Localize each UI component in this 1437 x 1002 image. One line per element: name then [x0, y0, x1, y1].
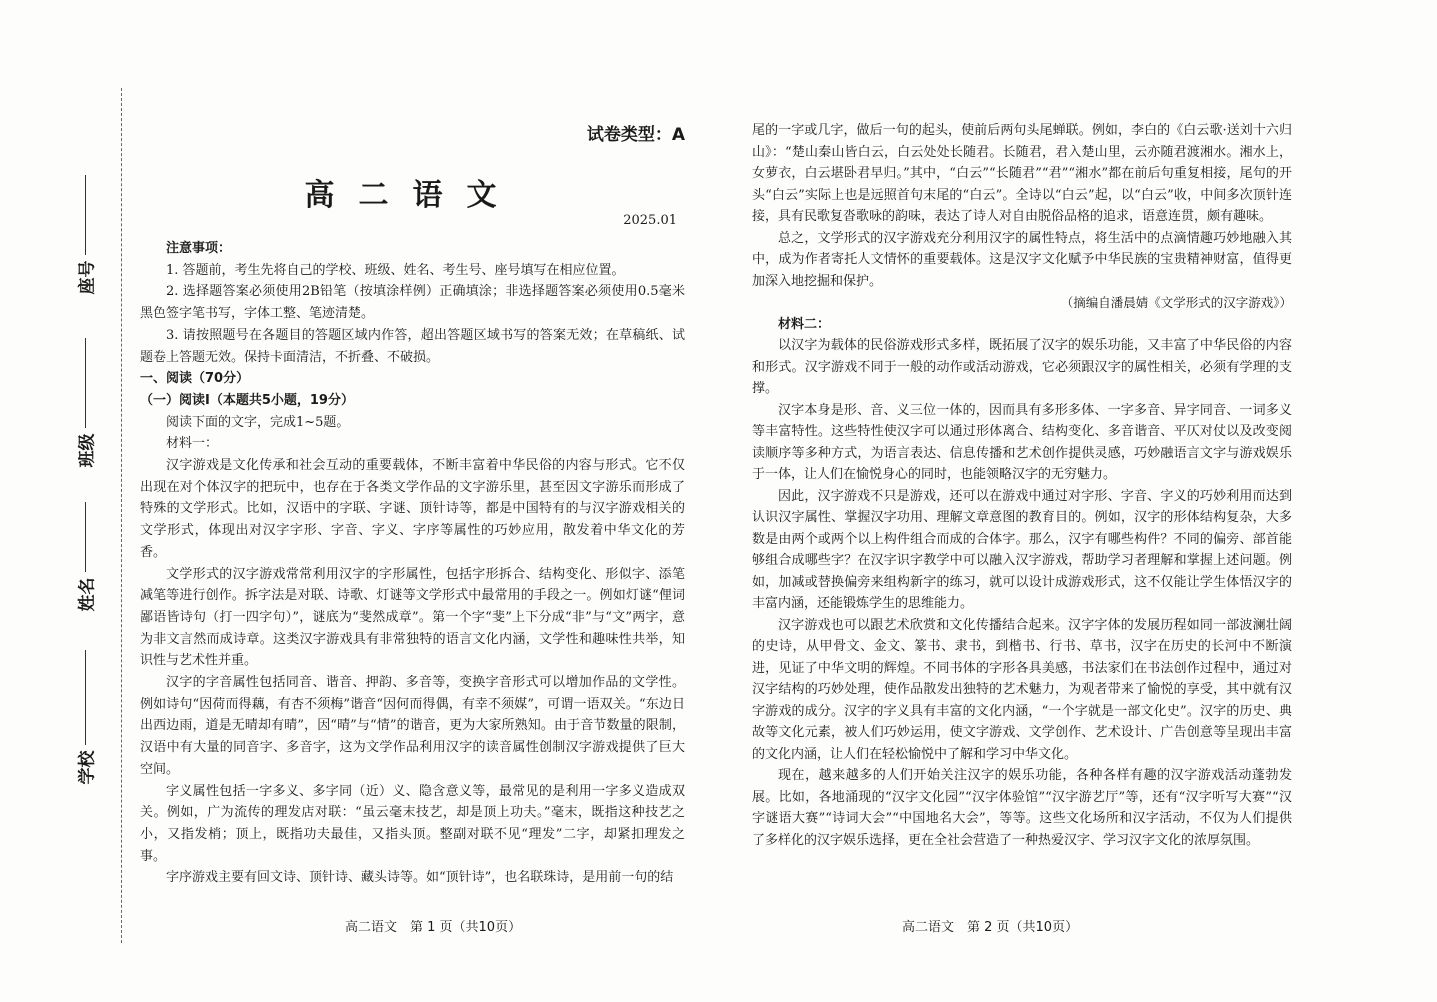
note-item: 3. 请按照题号在各题目的答题区域内作答，超出答题区域书写的答案无效；在草稿纸、试题卷上答题无效。保持卡面清洁，不折叠、不破损。 [140, 327, 685, 365]
paper-type: 试卷类型：A [586, 125, 685, 145]
paragraph: 汉字的字音属性包括同音、谐音、押韵、多音等，变换字音形式可以增加作品的文学性。例如诗句“因荷而得藕，有杏不须梅”谐音“因何而得偶，有幸不须媒”，可谓一语双关。“东边日出西边雨，道是无晴却有晴”，因“晴”与“情”的谐音，更为大家所熟知。由于音节数量的限制，汉语中有大量的同音字、多音字，这为文学作品利用汉字的读音属性创制汉字游戏提供了巨大空间。 [140, 675, 685, 777]
notes-heading: 注意事项： [166, 241, 232, 256]
class-field [70, 338, 100, 473]
name-blank [85, 502, 86, 572]
paragraph: 字义属性包括一字多义、多字同（近）义、隐含意义等，最常见的是利用一字多义造成双关。例如，广为流传的理发店对联：“虽云毫末技艺，却是顶上功夫。”毫末，既指这种技艺之小，又指发梢；顶上，既指功夫最佳，又指头顶。整副对联不见“理发”二字，却紧扣理发之事。 [140, 783, 685, 864]
paragraph: 因此，汉字游戏不只是游戏，还可以在游戏中通过对字形、字音、字义的巧妙利用而达到认识汉字属性、掌握汉字功用、理解文章意图的教育目的。例如，汉字的形体结构复杂，大多数是由两个或两个以上构件组合而成的合体字。那么，汉字有哪些构件？不同的偏旁、部首能够组合成哪些字？在汉字识字教学中可以融入汉字游戏，帮助学习者理解和掌握上述问题。例如，加减或替换偏旁来组构新字的练习，就可以设计成游戏形式，这不仅能让学生体悟汉字的丰富内涵，还能锻炼学生的思维能力。 [752, 488, 1292, 611]
material-1-label: 材料一： [166, 436, 219, 452]
paragraph: 以汉字为载体的民俗游戏形式多样，既拓展了汉字的娱乐功能，又丰富了中华民俗的内容和形式。汉字游戏不同于一般的动作或活动游戏，它必须跟汉字的属性相关，必须有学理的支撑。 [752, 338, 1292, 396]
material-2-label: 材料二： [778, 316, 831, 332]
paragraph: 汉字本身是形、音、义三位一体的，因而具有多形多体、一字多音、异字同音、一词多义等丰富特性。这些特性使汉字可以通过形体离合、结构变化、多音谐音、平仄对仗以及改变阅读顺序等多种方式，为语言表达、信息传播和艺术创作提供灵感，巧妙融语言文字与游戏娱乐于一体，让人们在愉悦身心的同时，也能领略汉字的无穷魅力。 [752, 402, 1292, 482]
section-heading: 一、阅读（70分） [140, 371, 250, 387]
class-blank [85, 338, 86, 428]
page-1-body [140, 238, 685, 889]
page-2-body [752, 120, 1292, 851]
note-item: 1. 答题前，考生先将自己的学校、班级、姓名、考生号、座号填写在相应位置。 [166, 262, 625, 278]
name-field [70, 502, 100, 617]
school-field [70, 650, 100, 790]
school-label: 学校 [77, 750, 98, 785]
paragraph: 现在，越来越多的人们开始关注汉字的娱乐功能，各种各样有趣的汉字游戏活动蓬勃发展。比如，各地涌现的“汉字文化园”“汉字体验馆”“汉字游艺厅”等，还有“汉字听写大赛”“汉字谜语大赛”“诗词大会”“中国地名大会”，等等。这些文化场所和汉字活动，不仅为人们提供了多样化的汉字娱乐选择，更在全社会营造了一种热爱汉字、学习汉字文化的浓厚氛围。 [752, 768, 1292, 848]
subsection-heading: （一）阅读Ⅰ（本题共5小题，19分） [140, 392, 354, 408]
page-2-footer: 高二语文 第 2 页（共10页） [902, 920, 1079, 935]
paragraph: 字序游戏主要有回文诗、顶针诗、藏头诗等。如“顶针诗”，也名联珠诗，是用前一句的结 [166, 870, 674, 886]
page-1-footer: 高二语文 第 1 页（共10页） [345, 920, 522, 935]
school-blank [85, 650, 86, 745]
seat-field [70, 175, 100, 300]
note-item: 2. 选择题答案必须使用2B铅笔（按填涂样例）正确填涂；非选择题答案必须使用0.5毫米黑色签字笔书写，字体工整、笔迹清楚。 [140, 284, 685, 322]
seat-label: 座号 [77, 260, 98, 295]
exam-title: 高二语文 [304, 178, 521, 213]
source-citation: （摘编自潘晨婧《文学形式的汉字游戏》） [1060, 295, 1292, 310]
paragraph: 总之，文学形式的汉字游戏充分利用汉字的属性特点，将生活中的点滴情趣巧妙地融入其中，成为作者寄托人文情怀的重要载体。这是汉字文化赋予中华民族的宝贵精神财富，值得更加深入地挖掘和保护。 [752, 230, 1292, 289]
binding-margin [0, 0, 125, 1002]
paragraph: 汉字游戏是文化传承和社会互动的重要载体，不断丰富着中华民俗的内容与形式。它不仅出现在对个体汉字的把玩中，也存在于各类文学作品的文字游乐里，甚至因文字游乐而形成了特殊的文学形式。比如，汉语中的字联、字谜、顶针诗等，都是中国特有的与汉字游戏相关的文学形式，体现出对汉字字形、字音、字义、字序等属性的巧妙应用，散发着中华文化的芳香。 [140, 458, 685, 560]
exam-date: 2025.01 [623, 213, 677, 228]
cut-line [121, 88, 122, 943]
paragraph: 汉字游戏也可以跟艺术欣赏和文化传播结合起来。汉字字体的发展历程如同一部波澜壮阔的史诗，从甲骨文、金文、篆书、隶书，到楷书、行书、草书，汉字在历史的长河中不断演进，见证了中华文明的辉煌。不同书体的字形各具美感，书法家们在书法创作过程中，通过对汉字结构的巧妙处理，使作品散发出独特的艺术魅力，为观者带来了愉悦的享受，其中就有汉字游戏的成分。汉字的字义具有丰富的文化内涵，“一个字就是一部文化史”。汉字的历史、典故等文化元素，被人们巧妙运用，使文字游戏、文学创作、艺术设计、广告创意等呈现出丰富的文化内涵，让人们在轻松愉悦中了解和学习中华文化。 [752, 617, 1292, 762]
name-label: 姓名 [77, 577, 98, 612]
class-label: 班级 [77, 433, 98, 468]
instruction: 阅读下面的文字，完成1~5题。 [166, 414, 350, 430]
paragraph: 尾的一字或几字，做后一句的起头，使前后两句头尾蝉联。例如，李白的《白云歌·送刘十六归山》：“楚山秦山皆白云，白云处处长随君。长随君，君入楚山里，云亦随君渡湘水。湘水上，女萝衣，白云堪卧君早归。”其中，“白云”“长随君”“君”“湘水”都在前后句重复相接，尾句的开头“白云”实际上也是远照首句末尾的“白云”。全诗以“白云”起，以“白云”收，中间多次顶针连接，具有民歌复沓歌咏的韵味，表达了诗人对自由脱俗品格的追求，语意连贯，颇有趣味。 [752, 123, 1292, 224]
seat-blank [85, 175, 86, 255]
paragraph: 文学形式的汉字游戏常常利用汉字的字形属性，包括字形拆合、结构变化、形似字、添笔减笔等进行创作。拆字法是对联、诗歌、灯谜等文学形式中最常用的手段之一。例如灯谜“俚词鄙语皆诗句（打一四字句）”，谜底为“斐然成章”。第一个字“斐”上下分成“非”与“文”两字，意为非文言然而成诗章。这类汉字游戏具有非常独特的语言文化内涵，文学性和趣味性共举，知识性与艺术性并重。 [140, 566, 685, 669]
